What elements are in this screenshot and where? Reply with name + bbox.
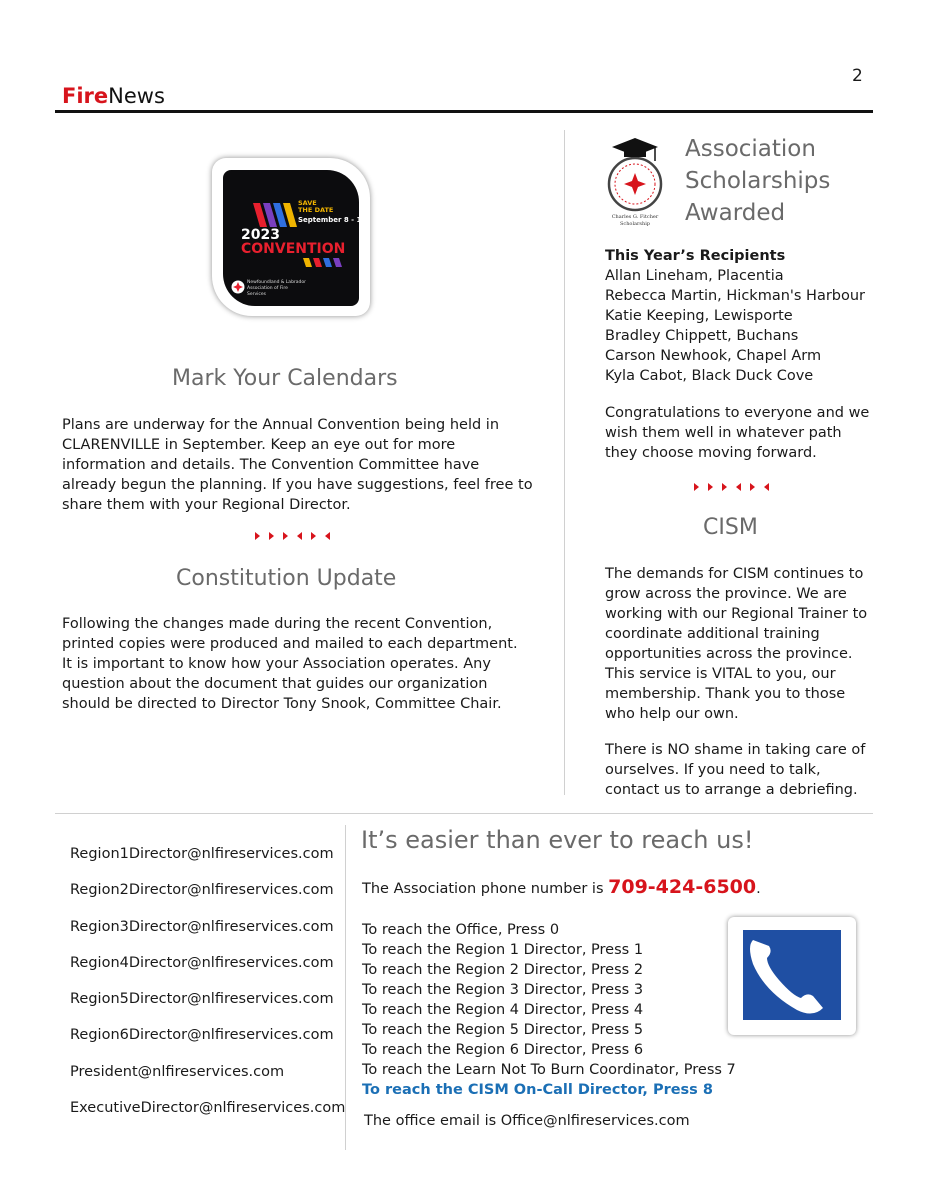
cism-option: To reach the CISM On-Call Director, Press 8: [362, 1082, 713, 1098]
list-item: Kyla Cabot, Black Duck Cove: [605, 368, 814, 384]
save-the-date-text: SAVE THE DATE: [298, 199, 334, 214]
mark-calendars-heading: Mark Your Calendars: [172, 366, 398, 391]
recipients-list: [605, 266, 865, 386]
email-link[interactable]: ExecutiveDirector@nlfireservices.com: [70, 1100, 346, 1117]
email-link[interactable]: Region5Director@nlfireservices.com: [70, 991, 334, 1008]
list-item: To reach the Office, Press 0: [362, 922, 560, 938]
list-item: Bradley Chippett, Buchans: [605, 328, 799, 344]
list-item: Allan Lineham, Placentia: [605, 268, 784, 284]
convention-dates: September 8 - 10: [298, 216, 367, 224]
convention-title: CONVENTION: [241, 241, 346, 257]
constitution-heading: Constitution Update: [176, 566, 397, 591]
email-link[interactable]: Region4Director@nlfireservices.com: [70, 954, 334, 971]
list-item: To reach the Region 6 Director, Press 6: [362, 1042, 644, 1058]
list-item: Katie Keeping, Lewisporte: [605, 308, 793, 324]
cism-shame-text: There is NO shame in taking care of ourselves. If you need to talk, contact us to arrange a debriefing.: [605, 742, 866, 798]
stripes-graphic: [253, 203, 297, 227]
fire-services-logo-icon: [231, 280, 245, 294]
convention-save-the-date-image: [223, 170, 367, 306]
phone-number[interactable]: 709-424-6500: [608, 876, 757, 898]
list-item: To reach the Learn Not To Burn Coordinator, Press 7: [362, 1062, 736, 1078]
list-item: To reach the Region 2 Director, Press 2: [362, 962, 644, 978]
director-email-list: [70, 844, 345, 1134]
column-divider: [564, 130, 565, 795]
list-item: To reach the Region 1 Director, Press 1: [362, 942, 644, 958]
list-item: To reach the Region 4 Director, Press 4: [362, 1002, 644, 1018]
reach-us-heading: It’s easier than ever to reach us!: [361, 826, 754, 854]
email-link[interactable]: Region2Director@nlfireservices.com: [70, 882, 334, 899]
list-item: To reach the Region 3 Director, Press 3: [362, 982, 644, 998]
list-item: Carson Newhook, Chapel Arm: [605, 348, 822, 364]
cism-body: The demands for CISM continues to grow across the province. We are working with our Regional Trainer to coordinate additional training opportunities across the province. This service is VITAL to you, our membership. Thank you to those who help our own.: [605, 566, 868, 722]
convention-year: 2023: [241, 227, 280, 243]
svg-text:Scholarship: Scholarship: [619, 221, 651, 227]
email-link[interactable]: Region6Director@nlfireservices.com: [70, 1027, 334, 1044]
page-number: 2: [852, 66, 863, 86]
masthead-fire: Fire: [62, 84, 109, 108]
masthead: [62, 84, 165, 108]
header-rule: [55, 110, 873, 113]
scholarship-logo-caption: Charles G. Fitcher: [611, 214, 659, 220]
red-arrows-divider: [692, 481, 772, 493]
phone-line: The Association phone number is 709-424-6500.: [362, 876, 761, 898]
email-link[interactable]: Region1Director@nlfireservices.com: [70, 846, 334, 862]
phone-icon: [743, 930, 841, 1020]
email-link[interactable]: Region3Director@nlfireservices.com: [70, 918, 334, 935]
phone-options-list: [362, 920, 736, 1100]
list-item: To reach the Region 5 Director, Press 5: [362, 1022, 644, 1038]
email-link[interactable]: President@nlfireservices.com: [70, 1063, 285, 1080]
recipients-title: This Year’s Recipients: [605, 248, 786, 264]
cism-heading: CISM: [703, 515, 758, 540]
constitution-body: Following the changes made during the recent Convention, printed copies were produced and mailed to each department. It is important to know how your Association operates. Any question about the document that guides our organization should be directed to Director Tony Snook, Committee Chair.: [62, 616, 518, 712]
congratulations-text: Congratulations to everyone and we wish them well in whatever path they choose moving forward.: [605, 405, 870, 461]
convention-org-name: Newfoundland & Labrador Association of Fire Services: [247, 280, 306, 297]
masthead-news: News: [108, 84, 165, 108]
section-divider: [55, 813, 873, 814]
scholarship-badge-icon: [606, 135, 664, 227]
scholarships-heading: Association Scholarships Awarded: [685, 136, 831, 226]
office-email[interactable]: The office email is Office@nlfireservices.com: [364, 1113, 690, 1129]
stripes-small-graphic: [303, 258, 343, 267]
red-arrows-divider: [253, 530, 333, 542]
list-item: Rebecca Martin, Hickman's Harbour: [605, 288, 866, 304]
mark-calendars-body: Plans are underway for the Annual Convention being held in CLARENVILLE in September. Keep an eye out for more information and details. The Convention Committee have already begun the planning. If you have suggestions, feel free to share them with your Regional Director.: [62, 417, 533, 513]
